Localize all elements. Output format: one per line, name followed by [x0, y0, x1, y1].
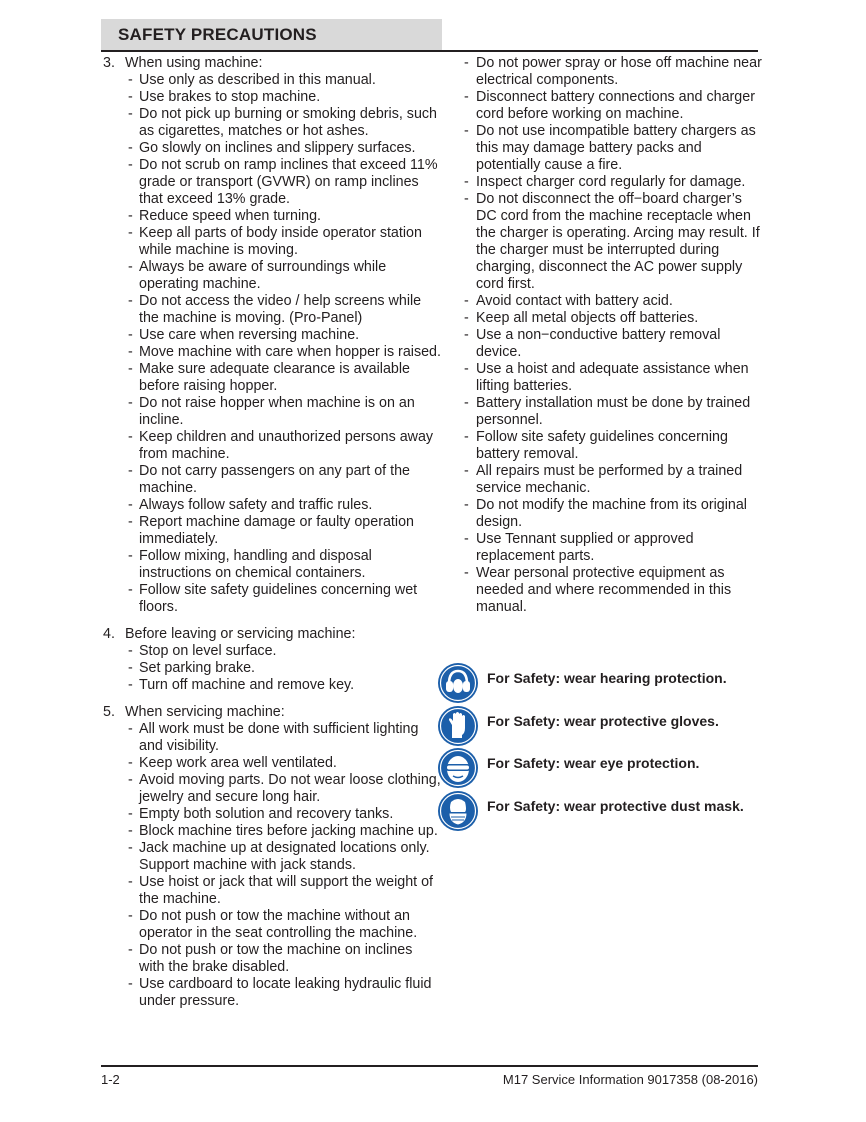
list-item: - Always be aware of surroundings while operating machine. — [101, 259, 441, 293]
list-item: - Do not use incompatible battery chargers as this may damage battery packs and potentially cause a fire. — [462, 123, 762, 174]
document-reference: M17 Service Information 9017358 (08-2016) — [502, 1072, 758, 1087]
list-item: - Use brakes to stop machine. — [101, 89, 441, 106]
list-item: - Do not raise hopper when machine is on an incline. — [101, 395, 441, 429]
protective-gloves-icon — [437, 705, 479, 747]
list-item: - Make sure adequate clearance is available before raising hopper. — [101, 361, 441, 395]
safety-notice-text: For Safety: wear hearing protection. — [487, 670, 727, 686]
list-item: - Use only as described in this manual. — [101, 72, 441, 89]
precaution-list — [101, 643, 441, 694]
list-item: - Do not modify the machine from its original design. — [462, 497, 762, 531]
list-item: - Do not push or tow the machine on inclines with the brake disabled. — [101, 942, 441, 976]
safety-notice-text: For Safety: wear protective dust mask. — [487, 797, 744, 814]
list-item: - Do not disconnect the off−board charger’s DC cord from the machine receptacle when the charger is operating. Arcing may result. If the charger must be interrupted during charging, disconnect the AC power supply cord first. — [462, 191, 762, 293]
hearing-protection-icon — [437, 662, 479, 704]
section-heading — [101, 55, 441, 72]
list-item: - Use a hoist and adequate assistance when lifting batteries. — [462, 361, 762, 395]
section-servicing — [101, 704, 441, 1010]
list-item: - Follow mixing, handling and disposal instructions on chemical containers. — [101, 548, 441, 582]
list-item: - Set parking brake. — [101, 660, 441, 677]
precaution-list-continued — [462, 55, 762, 616]
list-item: - Do not access the video / help screens while the machine is moving. (Pro-Panel) — [101, 293, 441, 327]
list-item: - Keep children and unauthorized persons away from machine. — [101, 429, 441, 463]
list-item: - Report machine damage or faulty operation immediately. — [101, 514, 441, 548]
list-item: - Battery installation must be done by trained personnel. — [462, 395, 762, 429]
page-title: SAFETY PRECAUTIONS — [118, 25, 317, 44]
list-item: - Avoid contact with battery acid. — [462, 293, 762, 310]
list-item: - Use care when reversing machine. — [101, 327, 441, 344]
list-item: - Turn off machine and remove key. — [101, 677, 441, 694]
list-item: - Do not carry passengers on any part of the machine. — [101, 463, 441, 497]
safety-notices — [437, 660, 767, 830]
list-item: - Do not pick up burning or smoking debris, such as cigarettes, matches or hot ashes. — [101, 106, 441, 140]
section-using-machine — [101, 55, 441, 616]
precaution-list — [101, 72, 441, 616]
list-item: - Do not power spray or hose off machine near electrical components. — [462, 55, 762, 89]
list-item: - Wear personal protective equipment as needed and where recommended in this manual. — [462, 565, 762, 616]
list-item: - Inspect charger cord regularly for damage. — [462, 174, 762, 191]
list-item: - Go slowly on inclines and slippery surfaces. — [101, 140, 441, 157]
left-column — [101, 55, 441, 1019]
list-item: - Follow site safety guidelines concerning wet floors. — [101, 582, 441, 616]
section-heading-text: When servicing machine: — [125, 704, 285, 720]
right-column — [462, 55, 762, 616]
precaution-list — [101, 721, 441, 1010]
list-item: - Keep all parts of body inside operator station while machine is moving. — [101, 225, 441, 259]
header-divider — [101, 50, 758, 52]
list-item: - Block machine tires before jacking machine up. — [101, 823, 441, 840]
safety-notice-dust-mask — [437, 788, 767, 831]
list-item: - Stop on level surface. — [101, 643, 441, 660]
list-item: - Avoid moving parts. Do not wear loose clothing, jewelry and secure long hair. — [101, 772, 441, 806]
safety-notice-eye — [437, 745, 767, 788]
list-item: - Use hoist or jack that will support the weight of the machine. — [101, 874, 441, 908]
safety-notice-text: For Safety: wear protective gloves. — [487, 712, 719, 729]
section-heading-text: When using machine: — [125, 55, 263, 71]
section-number: 4. — [103, 626, 115, 642]
safety-notice-gloves — [437, 703, 767, 746]
list-item: - Keep all metal objects off batteries. — [462, 310, 762, 327]
list-item: - Jack machine up at designated locations only. Support machine with jack stands. — [101, 840, 441, 874]
section-heading — [101, 626, 441, 643]
list-item: - Move machine with care when hopper is raised. — [101, 344, 441, 361]
section-before-leaving — [101, 626, 441, 694]
dust-mask-icon — [437, 790, 479, 832]
list-item: - All repairs must be performed by a trained service mechanic. — [462, 463, 762, 497]
list-item: - Always follow safety and traffic rules. — [101, 497, 441, 514]
section-heading — [101, 704, 441, 721]
list-item: - Use a non−conductive battery removal device. — [462, 327, 762, 361]
list-item: - Do not scrub on ramp inclines that exceed 11% grade or transport (GVWR) on ramp inclines that exceed 13% grade. — [101, 157, 441, 208]
section-number: 5. — [103, 704, 115, 720]
eye-protection-icon — [437, 747, 479, 789]
list-item: - Empty both solution and recovery tanks. — [101, 806, 441, 823]
page-number: 1-2 — [101, 1072, 120, 1087]
list-item: - Use cardboard to locate leaking hydraulic fluid under pressure. — [101, 976, 441, 1010]
list-item: - Reduce speed when turning. — [101, 208, 441, 225]
section-number: 3. — [103, 55, 115, 71]
list-item: - Do not push or tow the machine without an operator in the seat controlling the machine. — [101, 908, 441, 942]
list-item: - Use Tennant supplied or approved replacement parts. — [462, 531, 762, 565]
section-heading-text: Before leaving or servicing machine: — [125, 626, 356, 642]
list-item: - Disconnect battery connections and charger cord before working on machine. — [462, 89, 762, 123]
safety-notice-hearing — [437, 660, 767, 703]
footer-divider — [101, 1065, 758, 1067]
list-item: - Follow site safety guidelines concerning battery removal. — [462, 429, 762, 463]
list-item: - Keep work area well ventilated. — [101, 755, 441, 772]
list-item: - All work must be done with sufficient lighting and visibility. — [101, 721, 441, 755]
safety-notice-text: For Safety: wear eye protection. — [487, 755, 700, 771]
